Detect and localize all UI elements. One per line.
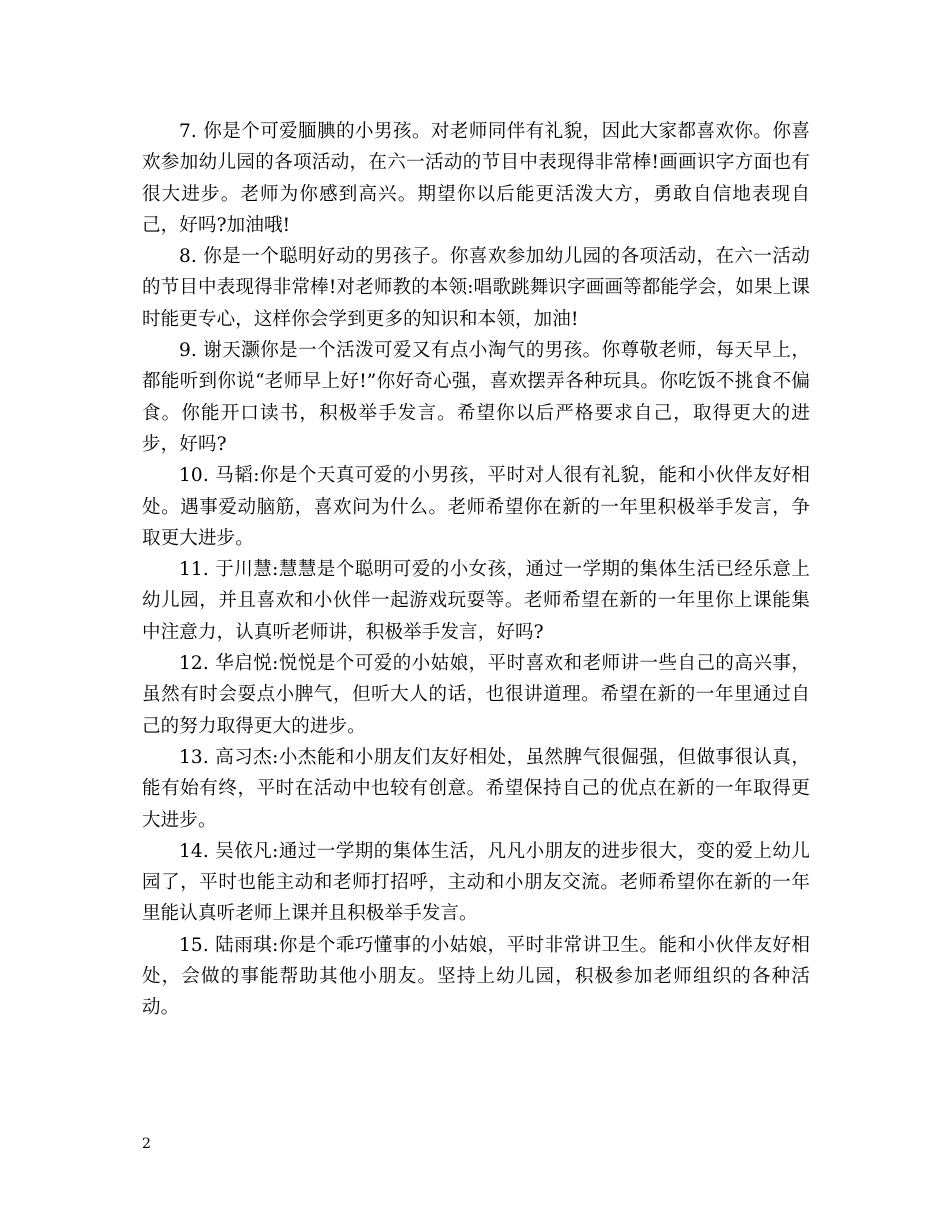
- comment-paragraph-8: 8. 你是一个聪明好动的男孩子。你喜欢参加幼儿园的各项活动，在六一活动的节目中表现得非常棒!对老师教的本领:唱歌跳舞识字画画等都能学会，如果上课时能更专心，这样你会学到更多的知识和本领，加油!: [142, 246, 810, 330]
- comment-paragraph-13: 13. 高习杰:小杰能和小朋友们友好相处，虽然脾气很倔强，但做事很认真，能有始有终，平时在活动中也较有创意。希望保持自己的优点在新的一年取得更大进步。: [142, 746, 810, 831]
- comment-paragraph-10: 10. 马韬:你是个天真可爱的小男孩，平时对人很有礼貌，能和小伙伴友好相处。遇事爱动脑筋，喜欢问为什么。老师希望你在新的一年里积极举手发言，争取更大进步。: [142, 465, 810, 549]
- comment-paragraph-9: 9. 谢天灏你是一个活泼可爱又有点小淘气的男孩。你尊敬老师，每天早上，都能听到你说“老师早上好!”你好奇心强，喜欢摆弄各种玩具。你吃饭不挑食不偏食。你能开口读书，积极举手发言。希望你以后严格要求自己，取得更大的进步，好吗?: [142, 340, 810, 455]
- comment-paragraph-12: 12. 华启悦:悦悦是个可爱的小姑娘，平时喜欢和老师讲一些自己的高兴事，虽然有时会耍点小脾气，但听大人的话，也很讲道理。希望在新的一年里通过自己的努力取得更大的进步。: [142, 653, 810, 737]
- comment-paragraph-15: 15. 陆雨琪:你是个乖巧懂事的小姑娘，平时非常讲卫生。能和小伙伴友好相处，会做的事能帮助其他小朋友。坚持上幼儿园，积极参加老师组织的各种活动。: [142, 934, 810, 1019]
- document-body: [142, 116, 810, 1024]
- comment-paragraph-11: 11. 于川慧:慧慧是个聪明可爱的小女孩，通过一学期的集体生活已经乐意上幼儿园，并且喜欢和小伙伴一起游戏玩耍等。老师希望在新的一年里你上课能集中注意力，认真听老师讲，积极举手发言，好吗?: [142, 559, 810, 643]
- page-number: 2: [142, 1136, 151, 1152]
- comment-paragraph-7: 7. 你是个可爱腼腆的小男孩。对老师同伴有礼貌，因此大家都喜欢你。你喜欢参加幼儿园的各项活动，在六一活动的节目中表现得非常棒!画画识字方面也有很大进步。老师为你感到高兴。期望你以后能更活泼大方，勇敢自信地表现自己，好吗?加油哦!: [142, 121, 810, 236]
- comment-paragraph-14: 14. 吴依凡:通过一学期的集体生活，凡凡小朋友的进步很大，变的爱上幼儿园了，平时也能主动和老师打招呼，主动和小朋友交流。老师希望你在新的一年里能认真听老师上课并且积极举手发言。: [142, 840, 810, 925]
